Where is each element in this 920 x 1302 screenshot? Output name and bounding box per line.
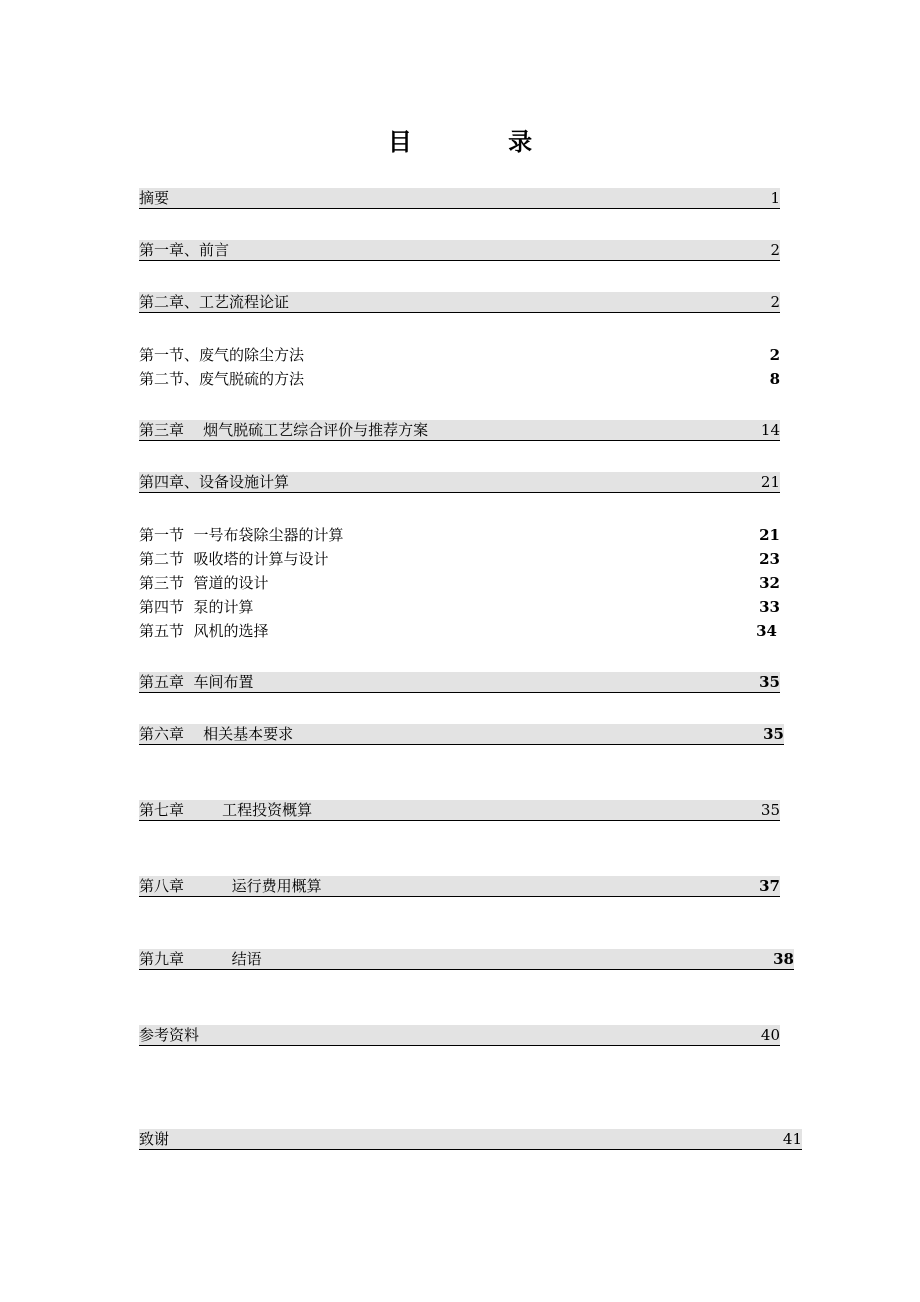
toc-entry-label: 第四章、设备设施计算 [139,473,290,491]
toc-entry-label: 第二章、工艺流程论证 [139,293,290,311]
toc-entry-page: 33 [759,598,780,616]
toc-entry-chapter-2[interactable] [139,292,780,313]
toc-sub-entry[interactable] [139,596,780,618]
toc-entry-page: 38 [773,950,794,968]
toc-sub-entry[interactable] [139,524,780,546]
toc-sub-entry[interactable] [139,368,780,390]
toc-entry-label: 第五章 车间布置 [139,673,254,691]
toc-entry-chapter-8[interactable] [139,876,780,897]
toc-sub-entry[interactable] [139,620,777,642]
toc-entry-chapter-9[interactable] [139,949,794,970]
toc-entry-label: 第五节 风机的选择 [139,622,269,640]
toc-entry-label: 第三节 管道的设计 [139,574,269,592]
toc-entry-chapter-3[interactable] [139,420,780,441]
toc-entry-page: 35 [759,673,780,691]
toc-entry-page: 34 [756,622,777,640]
toc-entry-references[interactable] [139,1025,780,1046]
toc-entry-page: 35 [763,725,784,743]
toc-entry-page: 21 [759,526,780,544]
toc-entry-chapter-6[interactable] [139,724,784,745]
toc-entry-abstract[interactable] [139,188,780,209]
toc-entry-page: 14 [760,421,780,439]
toc-entry-page: 2 [770,293,780,311]
toc-entry-page: 2 [770,241,780,259]
toc-sub-entry[interactable] [139,548,780,570]
toc-entry-chapter-1[interactable] [139,240,780,261]
toc-entry-label: 第四节 泵的计算 [139,598,254,616]
toc-entry-chapter-5[interactable] [139,672,780,693]
toc-entry-label: 第一节、废气的除尘方法 [139,346,305,364]
toc-entry-label: 参考资料 [139,1026,200,1044]
toc-entry-page: 23 [759,550,780,568]
toc-entry-label: 第九章 结语 [139,950,262,968]
toc-entry-acknowledgements[interactable] [139,1129,802,1150]
toc-entry-label: 第一章、前言 [139,241,230,259]
toc-entry-label: 第三章 烟气脱硫工艺综合评价与推荐方案 [139,421,429,439]
toc-entry-page: 2 [769,346,780,364]
toc-entry-page: 37 [759,877,780,895]
toc-entry-chapter-7[interactable] [139,800,780,821]
toc-entry-page: 1 [770,189,780,207]
toc-entry-label: 第二节 吸收塔的计算与设计 [139,550,329,568]
toc-entry-label: 第七章 工程投资概算 [139,801,313,819]
toc-entry-page: 32 [759,574,780,592]
toc-entry-page: 35 [760,801,780,819]
toc-entry-chapter-4[interactable] [139,472,780,493]
toc-entry-label: 第八章 运行费用概算 [139,877,322,895]
toc-entry-label: 摘要 [139,189,170,207]
toc-sub-entry[interactable] [139,572,780,594]
toc-entry-label: 第一节 一号布袋除尘器的计算 [139,526,344,544]
toc-entry-page: 8 [769,370,780,388]
toc-entry-label: 第二节、废气脱硫的方法 [139,370,305,388]
toc-sub-entry[interactable] [139,344,780,366]
toc-entry-label: 第六章 相关基本要求 [139,725,294,743]
toc-entry-page: 21 [760,473,780,491]
toc-entry-label: 致谢 [139,1130,170,1148]
toc-entry-page: 40 [760,1026,780,1044]
toc-entry-page: 41 [782,1130,802,1148]
page-title: 目 录 [387,128,577,156]
